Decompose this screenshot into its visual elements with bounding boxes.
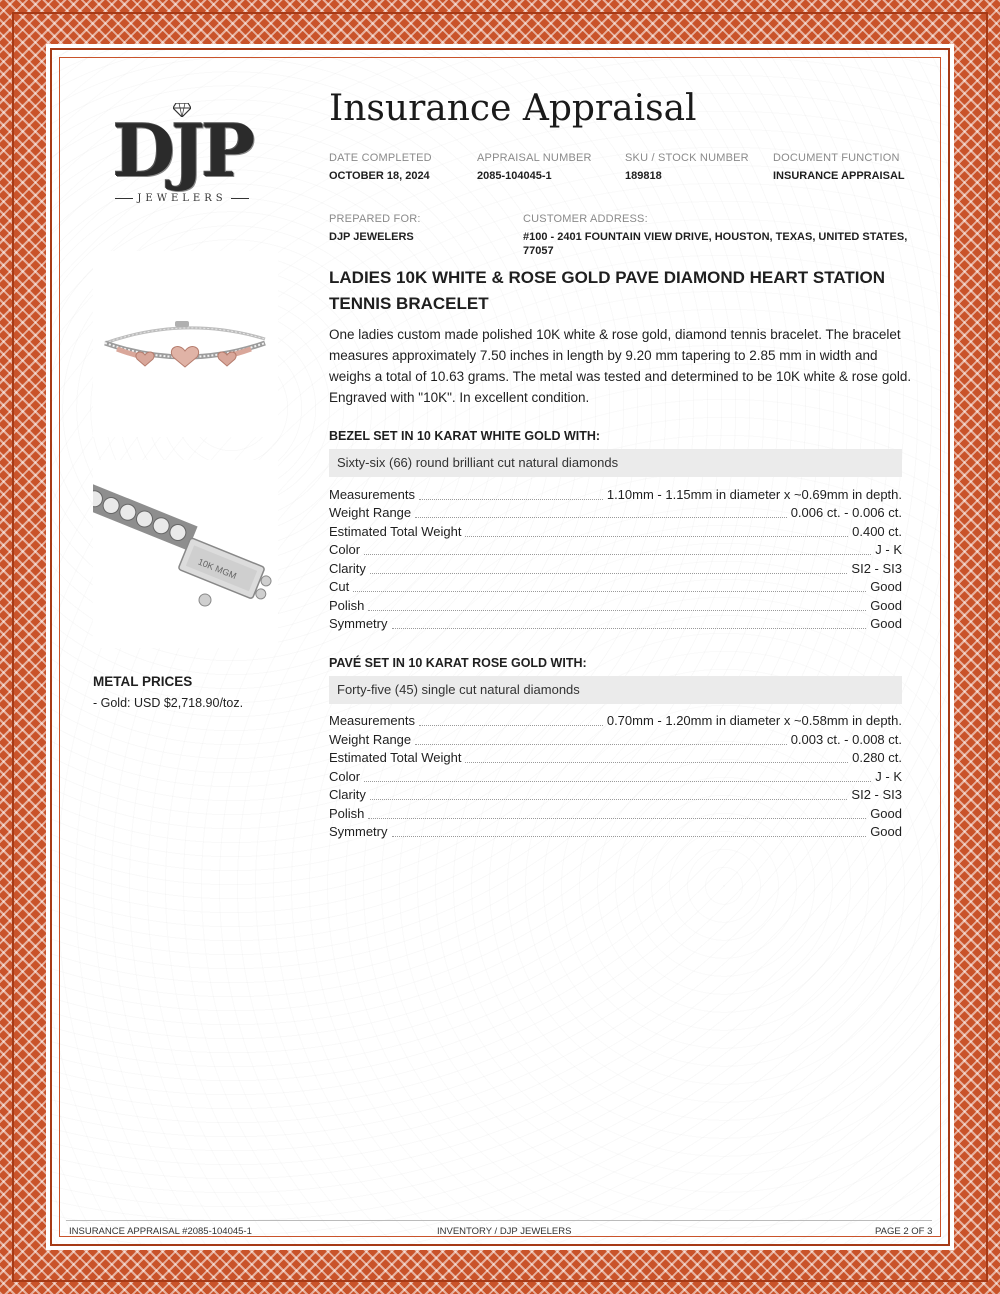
spec-value: Good — [870, 824, 902, 839]
spec-value: Good — [870, 598, 902, 613]
spec-key: Clarity — [329, 561, 366, 576]
spec-key: Measurements — [329, 487, 415, 502]
bracelet-photo — [93, 251, 278, 437]
footer-inventory: INVENTORY / DJP JEWELERS — [437, 1226, 572, 1237]
footer-appraisal-id: INSURANCE APPRAISAL #2085-104045-1 — [69, 1226, 252, 1237]
spec-value: Good — [870, 579, 902, 594]
spec-row — [329, 524, 902, 542]
customer-address-label: CUSTOMER ADDRESS: — [523, 213, 648, 225]
spec-row — [329, 750, 902, 768]
item-title: LADIES 10K WHITE & ROSE GOLD PAVE DIAMOND HEART STATION TENNIS BRACELET — [329, 268, 885, 313]
spec-value: 0.003 ct. - 0.008 ct. — [790, 732, 902, 747]
spec-key: Color — [329, 542, 361, 557]
spec-key: Color — [329, 769, 361, 784]
spec-row — [329, 598, 902, 616]
spec-value: J - K — [875, 769, 902, 784]
spec-row — [329, 542, 902, 560]
date-completed-label: DATE COMPLETED — [329, 152, 432, 164]
spec-key: Symmetry — [329, 616, 388, 631]
engraving-text: 10K MGM — [196, 556, 238, 582]
spec-value: 0.70mm - 1.20mm in diameter x ~0.58mm in depth. — [606, 713, 902, 728]
bracelet-image — [93, 251, 278, 437]
appraisal-number-label: APPRAISAL NUMBER — [477, 152, 592, 164]
spec-value: Good — [870, 806, 902, 821]
date-completed-value: OCTOBER 18, 2024 — [329, 170, 430, 182]
customer-address-line1: #100 - 2401 FOUNTAIN VIEW DRIVE, HOUSTON, TEXAS, UNITED STATES, — [523, 231, 908, 243]
spec-value: Good — [870, 616, 902, 631]
item-description: One ladies custom made polished 10K white & rose gold, diamond tennis bracelet. The bracelet measures approximately 7.50 inches in length by 9.20 mm tapering to 2.85 mm in width and weighs a total of 10.63 grams. The metal was tested and determined to be 10K white & rose gold. Engraved with "10K". In excellent condition. — [329, 327, 912, 405]
spec-row — [329, 561, 902, 579]
metal-prices-title: METAL PRICES — [93, 674, 193, 689]
appraisal-number-value: 2085-104045-1 — [477, 170, 552, 182]
sku-label: SKU / STOCK NUMBER — [625, 152, 749, 164]
section-title-pave: PAVÉ SET IN 10 KARAT ROSE GOLD WITH: — [329, 656, 587, 670]
spec-row — [329, 579, 902, 597]
spec-value: 1.10mm - 1.15mm in diameter x ~0.69mm in depth. — [606, 487, 902, 502]
document-function-value: INSURANCE APPRAISAL — [773, 170, 905, 182]
spec-value: SI2 - SI3 — [851, 787, 902, 802]
footer-page-number: PAGE 2 OF 3 — [875, 1226, 933, 1237]
logo-subtitle: JEWELERS — [106, 193, 258, 204]
djp-jewelers-logo — [106, 103, 258, 207]
spec-row — [329, 487, 902, 505]
spec-key: Weight Range — [329, 732, 412, 747]
page-title: Insurance Appraisal — [329, 88, 697, 129]
spec-row — [329, 505, 902, 523]
prepared-for-value: DJP JEWELERS — [329, 231, 414, 243]
sku-value: 189818 — [625, 170, 662, 182]
spec-key: Estimated Total Weight — [329, 524, 462, 539]
spec-key: Cut — [329, 579, 350, 594]
prepared-for-label: PREPARED FOR: — [329, 213, 421, 225]
logo-wordmark: DJP — [112, 108, 252, 193]
spec-key: Measurements — [329, 713, 415, 728]
spec-row — [329, 787, 902, 805]
document-function-label: DOCUMENT FUNCTION — [773, 152, 900, 164]
spec-value: 0.006 ct. - 0.006 ct. — [790, 505, 902, 520]
spec-value: 0.400 ct. — [852, 524, 902, 539]
spec-row — [329, 824, 902, 842]
section-title-bezel: BEZEL SET IN 10 KARAT WHITE GOLD WITH: — [329, 429, 601, 443]
spec-value: J - K — [875, 542, 902, 557]
spec-key: Polish — [329, 806, 365, 821]
spec-key: Estimated Total Weight — [329, 750, 462, 765]
spec-key: Symmetry — [329, 824, 388, 839]
spec-row — [329, 769, 902, 787]
spec-key: Weight Range — [329, 505, 412, 520]
gold-price: - Gold: USD $2,718.90/toz. — [93, 696, 244, 710]
section-band-pave: Forty-five (45) single cut natural diamonds — [329, 676, 902, 704]
section-band-bezel: Sixty-six (66) round brilliant cut natural diamonds — [329, 449, 902, 477]
spec-row — [329, 616, 902, 634]
bracelet-clasp-photo — [93, 460, 278, 648]
spec-row — [329, 713, 902, 731]
spec-row — [329, 806, 902, 824]
spec-key: Polish — [329, 598, 365, 613]
spec-value: SI2 - SI3 — [851, 561, 902, 576]
spec-key: Clarity — [329, 787, 366, 802]
customer-address-line2: 77057 — [523, 245, 554, 257]
clasp-image — [93, 460, 278, 648]
spec-row — [329, 732, 902, 750]
spec-value: 0.280 ct. — [852, 750, 902, 765]
footer-divider — [66, 1220, 932, 1221]
